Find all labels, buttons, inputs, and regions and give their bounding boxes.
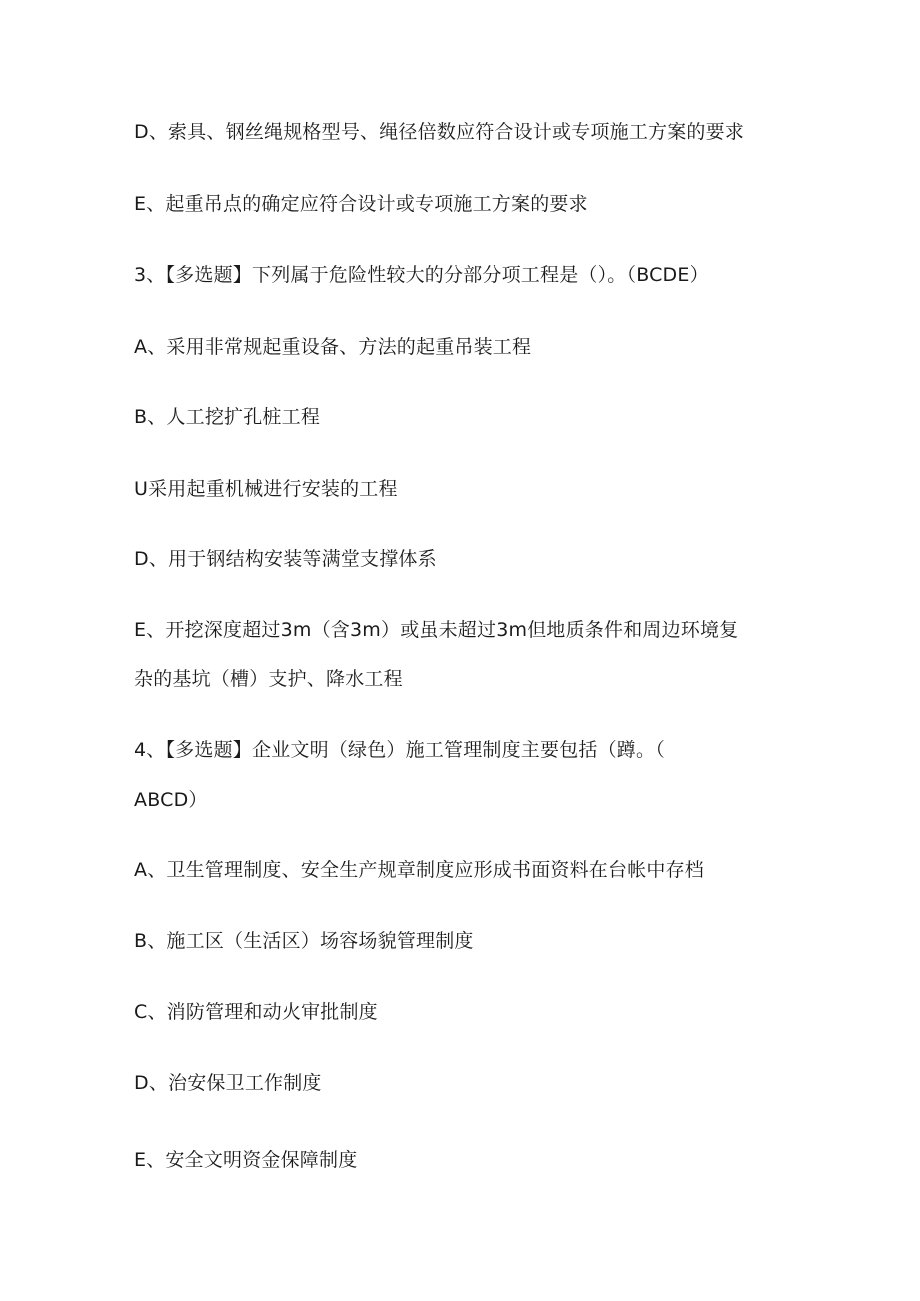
- option-e-line: E、开挖深度超过3m（含3m）或虽未超过3m但地质条件和周边环境复: [134, 619, 739, 641]
- option-a-line: A、采用非常规起重设备、方法的起重吊装工程: [134, 336, 532, 358]
- option-d-line: D、用于钢结构安装等满堂支撑体系: [134, 548, 437, 570]
- option-e-line-continued: 杂的基坑（槽）支护、降水工程: [134, 668, 403, 690]
- option-c-line: U采用起重机械进行安装的工程: [134, 478, 398, 500]
- option-d-line: D、治安保卫工作制度: [134, 1072, 322, 1094]
- question-4-answer: ABCD）: [134, 789, 208, 811]
- option-a-line: A、卫生管理制度、安全生产规章制度应形成书面资料在台帐中存档: [134, 859, 704, 881]
- option-d-line: D、索具、钢丝绳规格型号、绳径倍数应符合设计或专项施工方案的要求: [134, 121, 745, 143]
- option-e-line: E、安全文明资金保障制度: [134, 1149, 358, 1171]
- option-b-line: B、人工挖扩孔桩工程: [134, 406, 321, 428]
- option-b-line: B、施工区（生活区）场容场貌管理制度: [134, 930, 474, 952]
- question-3-text: 3、【多选题】下列属于危险性较大的分部分项工程是（）。（BCDE）: [134, 264, 709, 286]
- option-e-line: E、起重吊点的确定应符合设计或专项施工方案的要求: [134, 193, 588, 215]
- question-4-text: 4、【多选题】企业文明（绿色）施工管理制度主要包括（蹲。（: [134, 739, 665, 761]
- option-c-line: C、消防管理和动火审批制度: [134, 1001, 378, 1023]
